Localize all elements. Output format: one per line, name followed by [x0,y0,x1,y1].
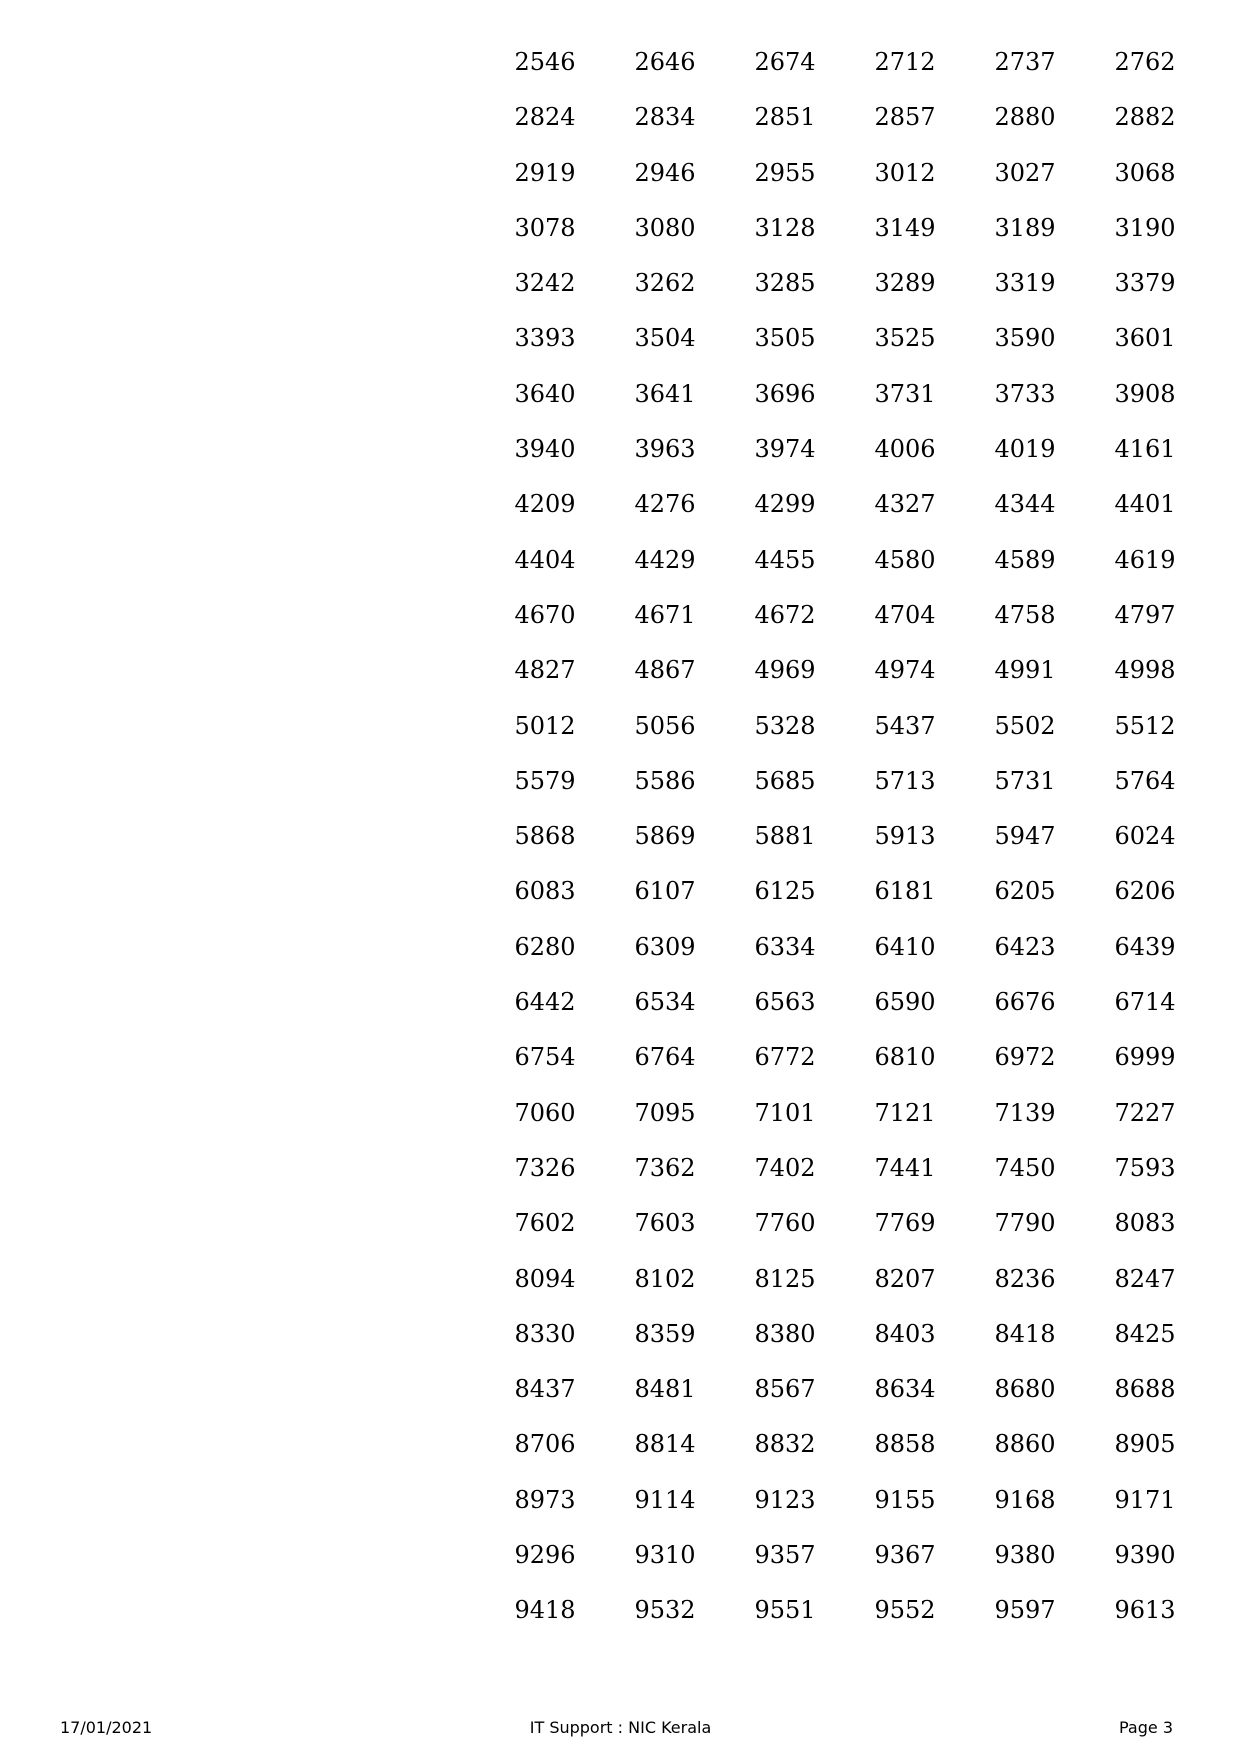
result-number: 3505 [754,324,816,353]
result-number: 3242 [514,269,576,298]
result-number: 3128 [754,213,816,242]
result-number: 7227 [1114,1098,1176,1127]
results-number-grid [485,40,1205,1644]
result-number: 3731 [874,379,936,408]
result-number: 6439 [1114,932,1176,961]
result-number: 5502 [994,711,1056,740]
result-number: 6083 [514,877,576,906]
result-number: 8247 [1114,1264,1176,1293]
result-number: 2762 [1114,48,1176,76]
result-number: 3504 [634,324,696,353]
result-number: 3696 [754,379,816,408]
result-number: 9171 [1114,1485,1176,1514]
result-number: 6972 [994,1043,1056,1072]
result-number: 4797 [1114,600,1176,629]
result-number: 8094 [514,1264,576,1293]
result-number: 2674 [754,48,816,76]
result-number: 6754 [514,1043,576,1072]
result-number: 8634 [874,1375,936,1404]
result-number: 4161 [1114,435,1176,464]
result-number: 9114 [634,1485,696,1514]
result-number: 9551 [754,1596,816,1625]
footer-date: 17/01/2021 [60,1718,153,1737]
result-number: 7362 [634,1153,696,1182]
result-number: 6442 [514,988,576,1017]
result-number: 7139 [994,1098,1056,1127]
result-number: 3963 [634,435,696,464]
result-number: 8102 [634,1264,696,1293]
result-number: 5012 [514,711,576,740]
result-number: 5947 [994,822,1056,851]
result-number: 3027 [994,158,1056,187]
result-number: 9367 [874,1541,936,1570]
result-number: 7101 [754,1098,816,1127]
result-number: 5685 [754,766,816,795]
result-number: 8403 [874,1319,936,1348]
result-number: 3319 [994,269,1056,298]
result-number: 5764 [1114,766,1176,795]
result-number: 8680 [994,1375,1056,1404]
result-number: 6334 [754,932,816,961]
result-number: 8905 [1114,1430,1176,1459]
result-number: 6181 [874,877,936,906]
result-number: 2737 [994,48,1056,76]
result-number: 6410 [874,932,936,961]
result-number: 9155 [874,1485,936,1514]
result-number: 7402 [754,1153,816,1182]
result-number: 9390 [1114,1541,1176,1570]
result-number: 8330 [514,1319,576,1348]
result-number: 8814 [634,1430,696,1459]
result-number: 5713 [874,766,936,795]
result-number: 8688 [1114,1375,1176,1404]
result-number: 8418 [994,1319,1056,1348]
result-number: 7441 [874,1153,936,1182]
result-number: 8125 [754,1264,816,1293]
result-number: 4404 [514,545,576,574]
result-number: 7326 [514,1153,576,1182]
result-number: 4019 [994,435,1056,464]
result-number: 7095 [634,1098,696,1127]
result-number: 4758 [994,600,1056,629]
result-number: 2646 [634,48,696,76]
result-number: 6810 [874,1043,936,1072]
result-number: 5868 [514,822,576,851]
result-number: 4670 [514,600,576,629]
result-number: 7769 [874,1209,936,1238]
result-number: 9532 [634,1596,696,1625]
result-number: 3285 [754,269,816,298]
result-number: 4704 [874,600,936,629]
result-number: 2546 [514,48,576,76]
result-number: 3012 [874,158,936,187]
result-number: 9418 [514,1596,576,1625]
result-number: 3189 [994,213,1056,242]
result-number: 3908 [1114,379,1176,408]
result-number: 4867 [634,656,696,685]
result-number: 2955 [754,158,816,187]
result-number: 4429 [634,545,696,574]
result-number: 9380 [994,1541,1056,1570]
result-number: 2857 [874,103,936,132]
result-number: 9597 [994,1596,1056,1625]
result-number: 7602 [514,1209,576,1238]
result-number: 8973 [514,1485,576,1514]
result-number: 5881 [754,822,816,851]
result-number: 4299 [754,490,816,519]
result-number: 7450 [994,1153,1056,1182]
result-number: 8207 [874,1264,936,1293]
result-number: 4455 [754,545,816,574]
result-number: 2919 [514,158,576,187]
result-number: 7060 [514,1098,576,1127]
result-number: 3590 [994,324,1056,353]
result-number: 2882 [1114,103,1176,132]
result-number: 5913 [874,822,936,851]
result-number: 4671 [634,600,696,629]
result-number: 9552 [874,1596,936,1625]
result-number: 2946 [634,158,696,187]
result-number: 5437 [874,711,936,740]
result-number: 4580 [874,545,936,574]
result-number: 7790 [994,1209,1056,1238]
result-number: 2834 [634,103,696,132]
result-number: 8860 [994,1430,1056,1459]
result-number: 3078 [514,213,576,242]
result-number: 7121 [874,1098,936,1127]
result-number: 6205 [994,877,1056,906]
result-number: 3733 [994,379,1056,408]
result-number: 3640 [514,379,576,408]
result-number: 4974 [874,656,936,685]
result-number: 6206 [1114,877,1176,906]
result-number: 5731 [994,766,1056,795]
result-number: 8359 [634,1319,696,1348]
result-number: 6309 [634,932,696,961]
result-number: 4209 [514,490,576,519]
result-number: 3289 [874,269,936,298]
result-number: 6107 [634,877,696,906]
result-number: 5579 [514,766,576,795]
result-number: 3149 [874,213,936,242]
result-number: 4969 [754,656,816,685]
result-number: 3393 [514,324,576,353]
result-number: 4998 [1114,656,1176,685]
result-number: 4672 [754,600,816,629]
result-number: 4327 [874,490,936,519]
result-number: 7603 [634,1209,696,1238]
result-number: 3940 [514,435,576,464]
result-number: 6714 [1114,988,1176,1017]
result-number: 2851 [754,103,816,132]
result-number: 6534 [634,988,696,1017]
result-number: 8706 [514,1430,576,1459]
result-number: 9123 [754,1485,816,1514]
result-number: 5869 [634,822,696,851]
result-number: 4401 [1114,490,1176,519]
result-number: 4276 [634,490,696,519]
result-number: 9168 [994,1485,1056,1514]
result-number: 6772 [754,1043,816,1072]
result-number: 8437 [514,1375,576,1404]
footer-page-number: Page 3 [1119,1718,1173,1737]
result-number: 8567 [754,1375,816,1404]
result-number: 4344 [994,490,1056,519]
result-number: 3601 [1114,324,1176,353]
result-number: 3641 [634,379,696,408]
result-number: 8425 [1114,1319,1176,1348]
result-number: 8858 [874,1430,936,1459]
result-number: 6563 [754,988,816,1017]
result-number: 2712 [874,48,936,76]
result-number: 7593 [1114,1153,1176,1182]
result-number: 6764 [634,1043,696,1072]
result-number: 8236 [994,1264,1056,1293]
result-number: 4589 [994,545,1056,574]
result-number: 8083 [1114,1209,1176,1238]
result-number: 4619 [1114,545,1176,574]
result-number: 3525 [874,324,936,353]
result-number: 6999 [1114,1043,1176,1072]
result-number: 6423 [994,932,1056,961]
result-number: 4827 [514,656,576,685]
result-number: 7760 [754,1209,816,1238]
result-number: 6280 [514,932,576,961]
result-number: 3379 [1114,269,1176,298]
result-number: 8481 [634,1375,696,1404]
page-footer [0,1714,1241,1744]
result-number: 3190 [1114,213,1176,242]
result-number: 4991 [994,656,1056,685]
result-number: 4006 [874,435,936,464]
result-number: 3262 [634,269,696,298]
result-number: 9357 [754,1541,816,1570]
result-number: 9296 [514,1541,576,1570]
result-number: 6024 [1114,822,1176,851]
result-number: 5328 [754,711,816,740]
result-number: 3068 [1114,158,1176,187]
result-number: 5056 [634,711,696,740]
result-number: 2880 [994,103,1056,132]
result-number: 8832 [754,1430,816,1459]
result-number: 6125 [754,877,816,906]
footer-support-text: IT Support : NIC Kerala [529,1718,712,1737]
result-number: 3080 [634,213,696,242]
result-number: 9613 [1114,1596,1176,1625]
result-number: 6590 [874,988,936,1017]
result-number: 5586 [634,766,696,795]
result-number: 3974 [754,435,816,464]
result-number: 9310 [634,1541,696,1570]
result-number: 8380 [754,1319,816,1348]
result-number: 2824 [514,103,576,132]
result-number: 6676 [994,988,1056,1017]
result-number: 5512 [1114,711,1176,740]
